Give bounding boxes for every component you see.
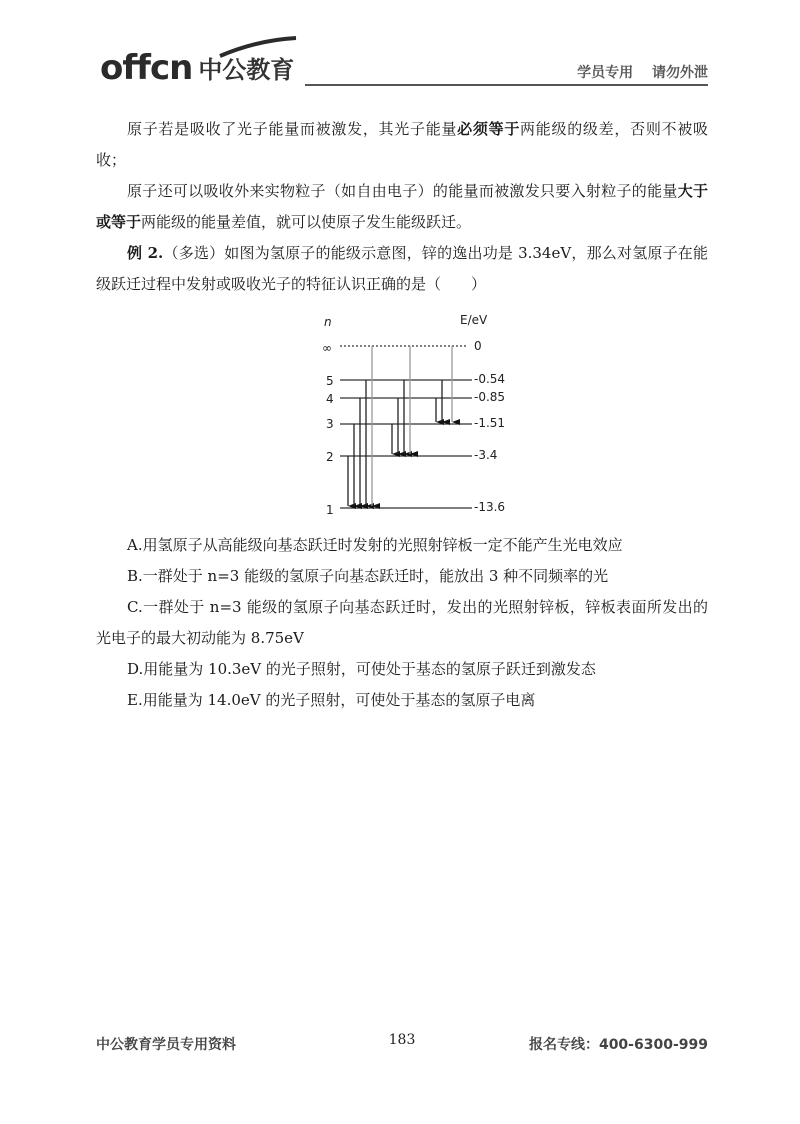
option-d: D.用能量为 10.3eV 的光子照射，可使处于基态的氢原子跃迁到激发态 [127,660,596,678]
logo-swoosh-icon [218,36,298,58]
page-header [100,40,708,92]
option-c: C.一群处于 n=3 能级的氢原子向基态跃迁时，发出的光照射锌板，锌板表面所发出的光电子的最大初动能为 8.75eV [96,598,708,647]
logo-text-cn: 中公教育 [198,56,295,84]
energy-value-4: -0.85 [474,390,506,404]
option-a: A.用氢原子从高能级向基态跃迁时发射的光照射锌板一定不能产生光电效应 [127,536,623,554]
example-label: 例 2. [127,244,164,262]
level-label-5: 5 [326,374,334,388]
level-label-2: 2 [326,450,334,464]
page-number: 183 [388,1032,416,1048]
header-tags [577,62,708,82]
logo-text-en: offcn [100,48,193,88]
answer-options [96,530,708,716]
page-footer [96,1028,708,1058]
example-question [96,238,708,300]
paragraph-particle-absorption: 原子还可以吸收外来实物粒子（如自由电子）的能量而被激发只要入射粒子的能量大于或等于两能级的能量差值，就可以使原子发生能级跃迁。 [96,182,708,231]
header-rule [305,84,708,86]
energy-value-1: -13.6 [474,500,506,514]
level-label-inf: ∞ [322,341,332,355]
level-label-1: 1 [326,503,334,517]
option-e: E.用能量为 14.0eV 的光子照射，可使处于基态的氢原子电离 [127,691,536,709]
energy-level-diagram [310,308,530,528]
paragraph-photon-absorption: 原子若是吸收了光子能量而被激发，其光子能量必须等于两能级的级差，否则不被吸收； [96,120,708,169]
option-b: B.一群处于 n=3 能级的氢原子向基态跃迁时，能放出 3 种不同频率的光 [127,567,609,585]
header-tag-confidential: 请勿外泄 [652,65,708,81]
energy-value-inf: 0 [474,339,482,353]
header-tag-members: 学员专用 [577,65,634,81]
energy-axis-label: E/eV [460,313,488,327]
energy-value-2: -3.4 [474,448,498,462]
footer-hotline: 报名专线：400-6300-999 [528,1037,708,1053]
energy-value-3: -1.51 [474,416,506,430]
main-content [96,114,708,300]
footer-left-text: 中公教育学员专用资料 [96,1037,236,1053]
level-label-4: 4 [326,392,334,406]
level-label-3: 3 [326,417,334,431]
energy-value-5: -0.54 [474,372,506,386]
n-axis-label: n [324,315,332,329]
example-text: （多选）如图为氢原子的能级示意图，锌的逸出功是 3.34eV，那么对氢原子在能级跃迁过程中发射或吸收光子的特征认识正确的是（ ） [96,244,708,293]
